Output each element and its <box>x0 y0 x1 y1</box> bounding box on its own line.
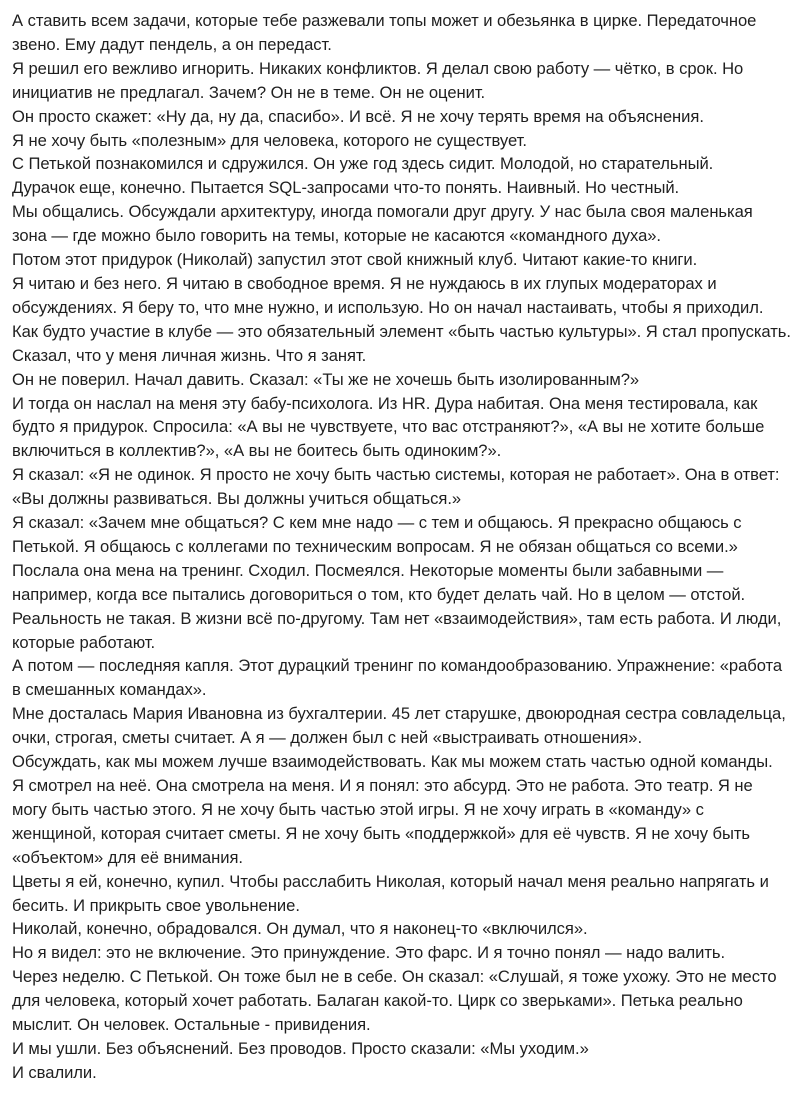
paragraph: Реальность не такая. В жизни всё по-другому. Там нет «взаимодействия», там есть работа. И люди, которые работают. <box>12 608 782 652</box>
paragraph: А потом — последняя капля. Этот дурацкий тренинг по командообразованию. Упражнение: «работа в смешанных командах». <box>12 656 783 700</box>
paragraph: Мы общались. Обсуждали архитектуру, иногда помогали друг другу. У нас была своя маленькая зона — где можно было говорить на темы, которые не касаются «командного духа». <box>12 202 753 246</box>
paragraph: Обсуждать, как мы можем лучше взаимодействовать. Как мы можем стать частью одной команды. <box>12 752 773 772</box>
paragraph: И мы ушли. Без объяснений. Без проводов. Просто сказали: «Мы уходим.» <box>12 1038 589 1058</box>
paragraph: Я смотрел на неё. Она смотрела на меня. И я понял: это абсурд. Это не работа. Это театр. Я не могу быть частью этого. Я не хочу быть частью этой игры. Я не хочу играть в «команду» с женщиной, которая считает сметы. Я не хочу быть «поддержкой» для её чувств. Я не хочу быть «объектом» для её внимания. <box>12 776 753 867</box>
paragraph: Я сказал: «Я не одинок. Я просто не хочу быть частью системы, которая не работает». Она в ответ: «Вы должны развиваться. Вы должны учиться общаться.» <box>12 465 780 509</box>
paragraph: Я читаю и без него. Я читаю в свободное время. Я не нуждаюсь в их глупых модераторах и обсуждениях. Я беру то, что мне нужно, и использую. Но он начал настаивать, чтобы я приходил. <box>12 273 764 317</box>
paragraph: Я не хочу быть «полезным» для человека, которого не существует. <box>12 130 527 150</box>
paragraph: С Петькой познакомился и сдружился. Он уже год здесь сидит. Молодой, но старательный. <box>12 154 714 174</box>
paragraph: И свалили. <box>12 1062 97 1082</box>
paragraph: Дурачок еще, конечно. Пытается SQL-запросами что-то понять. Наивный. Но честный. <box>12 178 680 198</box>
paragraph: Николай, конечно, обрадовался. Он думал, что я наконец-то «включился». <box>12 919 588 939</box>
paragraph: А ставить всем задачи, которые тебе разжевали топы может и обезьянка в цирке. Передаточное звено. Ему дадут пендель, а он передаст. <box>12 11 757 54</box>
paragraph: Но я видел: это не включение. Это принуждение. Это фарс. И я точно понял — надо валить. <box>12 943 726 963</box>
paragraph: Я решил его вежливо игнорить. Никаких конфликтов. Я делал свою работу — чётко, в срок. Но инициатив не предлагал. Зачем? Он не в теме. Он не оценит. <box>12 58 744 102</box>
paragraph: Цветы я ей, конечно, купил. Чтобы расслабить Николая, который начал меня реально напрягать и бесить. И прикрыть свое увольнение. <box>12 871 769 915</box>
paragraph: И тогда он наслал на меня эту бабу-психолога. Из HR. Дура набитая. Она меня тестировала, как будто я придурок. Спросила: «А вы не чувствуете, что вас отстраняют?», «А вы не хотите больше включиться в коллектив?», «А вы не боитесь быть одиноким?». <box>12 393 765 461</box>
paragraph: Он просто скажет: «Ну да, ну да, спасибо». И всё. Я не хочу терять время на объяснения. <box>12 106 704 126</box>
paragraph: Потом этот придурок (Николай) запустил этот свой книжный клуб. Читают какие-то книги. <box>12 250 698 270</box>
paragraph: Послала она мена на тренинг. Сходил. Посмеялся. Некоторые моменты были забавными — например, когда все пытались договориться о том, кто будет делать чай. Но в целом — отстой. <box>12 560 746 604</box>
paragraph: Как будто участие в клубе — это обязательный элемент «быть частью культуры». Я стал пропускать. Сказал, что у меня личная жизнь. Что я занят. <box>12 321 791 365</box>
document-body <box>12 9 792 1085</box>
paragraph: Мне досталась Мария Ивановна из бухгалтерии. 45 лет старушке, двоюродная сестра совладельца, очки, строгая, сметы считает. А я — должен был с ней «выстраивать отношения». <box>12 704 786 748</box>
paragraph: Через неделю. С Петькой. Он тоже был не в себе. Он сказал: «Слушай, я тоже ухожу. Это не место для человека, который хочет работать. Балаган какой-то. Цирк со зверьками». Петька реально мыслит. Он человек. Остальные - привидения. <box>12 967 777 1035</box>
paragraph: Я сказал: «Зачем мне общаться? С кем мне надо — с тем и общаюсь. Я прекрасно общаюсь с Петькой. Я общаюсь с коллегами по техническим вопросам. Я не обязан общаться со всеми.» <box>12 513 742 556</box>
paragraph: Он не поверил. Начал давить. Сказал: «Ты же не хочешь быть изолированным?» <box>12 369 640 389</box>
